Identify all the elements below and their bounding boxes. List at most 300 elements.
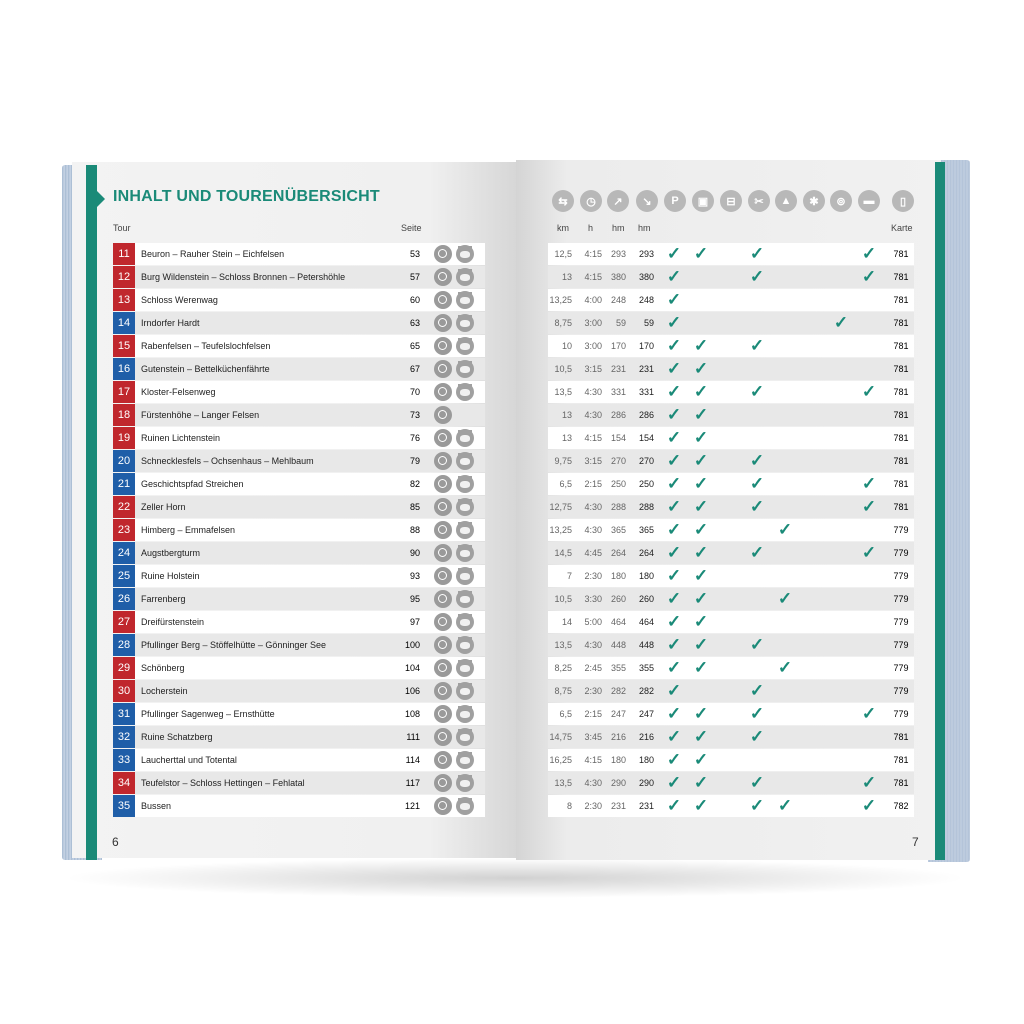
tour-km: 9,75 [554,456,572,466]
tour-map-number: 779 [893,594,909,604]
tour-descent: 154 [638,433,654,443]
checkmark-icon: ✓ [693,566,709,585]
checkmark-icon: ✓ [693,336,709,355]
tour-km: 14 [561,617,572,627]
tour-ascent: 331 [610,387,626,397]
tour-duration: 2:30 [584,686,602,696]
checkmark-icon: ✓ [666,428,682,447]
family-friendly-icon [456,728,474,746]
row-background-right [548,749,914,771]
tour-map-number: 781 [893,295,909,305]
family-friendly-icon [456,682,474,700]
family-friendly-icon [456,521,474,539]
tour-km: 14,5 [554,548,572,558]
tour-number-badge: 30 [113,680,135,702]
family-friendly-icon [456,751,474,769]
tour-km: 6,5 [559,709,572,719]
checkmark-icon: ✓ [666,589,682,608]
circuit-icon [434,452,452,470]
tour-number-badge: 34 [113,772,135,794]
col-header-karte: Karte [891,223,913,233]
row-background-left [135,657,485,679]
sleep-icon: ▬ [858,190,880,212]
tour-page: 67 [409,364,420,374]
checkmark-icon: ✓ [833,313,849,332]
row-background-left [135,795,485,817]
tour-km: 8,25 [554,663,572,673]
tour-number-badge: 20 [113,450,135,472]
tour-name: Dreifürstenstein [141,617,205,627]
tour-descent: 286 [638,410,654,420]
circuit-icon [434,314,452,332]
tour-ascent: 260 [610,594,626,604]
cable-car-icon: ⊟ [720,190,742,212]
checkmark-icon: ✓ [861,382,877,401]
family-friendly-icon [456,544,474,562]
checkmark-icon: ✓ [666,405,682,424]
checkmark-icon: ✓ [666,727,682,746]
tour-page: 97 [409,617,420,627]
tour-page: 88 [409,525,420,535]
checkmark-icon: ✓ [666,681,682,700]
circuit-icon [434,705,452,723]
tour-map-number: 779 [893,548,909,558]
checkmark-icon: ✓ [749,773,765,792]
col-header-hm-down: hm [638,223,651,233]
checkmark-icon: ✓ [861,244,877,263]
tour-duration: 4:45 [584,548,602,558]
checkmark-icon: ✓ [777,520,793,539]
tour-name: Bussen [141,801,172,811]
checkmark-icon: ✓ [749,451,765,470]
tour-duration: 4:15 [584,755,602,765]
tour-name: Schloss Werenwag [141,295,218,305]
tour-page: 100 [404,640,420,650]
tour-page: 65 [409,341,420,351]
tour-ascent: 290 [610,778,626,788]
tour-descent: 282 [638,686,654,696]
circuit-icon [434,659,452,677]
tour-duration: 4:15 [584,433,602,443]
tour-descent: 170 [638,341,654,351]
tour-descent: 231 [638,801,654,811]
checkmark-icon: ✓ [666,704,682,723]
tour-map-number: 781 [893,318,909,328]
summit-icon: ▲ [775,190,797,212]
tour-page: 111 [406,732,420,742]
circuit-icon [434,521,452,539]
tour-page: 70 [409,387,420,397]
checkmark-icon: ✓ [861,497,877,516]
checkmark-icon: ✓ [861,796,877,815]
tour-name: Pfullinger Berg – Stöffelhütte – Gönninger See [141,640,326,650]
tour-ascent: 231 [610,364,626,374]
row-background-right [548,427,914,449]
checkmark-icon: ✓ [861,267,877,286]
tour-km: 13 [561,410,572,420]
tour-number-badge: 21 [113,473,135,495]
tour-page: 95 [409,594,420,604]
tour-descent: 448 [638,640,654,650]
signpost-icon: ⇆ [552,190,574,212]
checkmark-icon: ✓ [693,359,709,378]
tour-map-number: 781 [893,364,909,374]
checkmark-icon: ✓ [666,359,682,378]
tour-ascent: 154 [610,433,626,443]
col-header-seite: Seite [401,223,422,233]
tour-km: 8,75 [554,686,572,696]
tour-name: Farrenberg [141,594,186,604]
tour-km: 13,5 [554,387,572,397]
descent-icon: ↘ [636,190,658,212]
tour-duration: 4:15 [584,272,602,282]
page-number-right: 7 [912,835,919,849]
tour-name: Gutenstein – Bettelküchenfährte [141,364,270,374]
tour-map-number: 782 [893,801,909,811]
circuit-icon [434,751,452,769]
checkmark-icon: ✓ [749,267,765,286]
checkmark-icon: ✓ [749,635,765,654]
tour-duration: 4:15 [584,249,602,259]
tour-duration: 3:45 [584,732,602,742]
tour-map-number: 779 [893,640,909,650]
tour-name: Irndorfer Hardt [141,318,200,328]
checkmark-icon: ✓ [749,543,765,562]
tour-duration: 2:45 [584,663,602,673]
tour-page: 57 [409,272,420,282]
tour-duration: 2:30 [584,801,602,811]
circuit-icon [434,797,452,815]
family-friendly-icon [456,452,474,470]
tour-map-number: 779 [893,686,909,696]
checkmark-icon: ✓ [693,382,709,401]
circuit-icon [434,682,452,700]
col-header-km: km [557,223,569,233]
tour-ascent: 180 [610,755,626,765]
tour-descent: 264 [638,548,654,558]
checkmark-icon: ✓ [693,474,709,493]
tour-descent: 290 [638,778,654,788]
checkmark-icon: ✓ [749,681,765,700]
tour-descent: 250 [638,479,654,489]
tour-number-badge: 33 [113,749,135,771]
parking-icon: P [664,190,686,212]
tour-number-badge: 12 [113,266,135,288]
tour-ascent: 293 [610,249,626,259]
tour-name: Pfullinger Sagenweg – Ernsthütte [141,709,275,719]
tour-page: 60 [409,295,420,305]
tour-map-number: 781 [893,479,909,489]
tour-name: Burg Wildenstein – Schloss Bronnen – Petershöhle [141,272,346,282]
tour-ascent: 286 [610,410,626,420]
tour-km: 13 [561,272,572,282]
checkmark-icon: ✓ [666,382,682,401]
tour-km: 6,5 [559,479,572,489]
tour-ascent: 248 [610,295,626,305]
family-friendly-icon [456,705,474,723]
col-header-hm-up: hm [612,223,625,233]
tour-number-badge: 13 [113,289,135,311]
checkmark-icon: ✓ [693,750,709,769]
tour-page: 73 [409,410,420,420]
circuit-icon [434,360,452,378]
tour-descent: 260 [638,594,654,604]
checkmark-icon: ✓ [666,773,682,792]
family-friendly-icon [456,360,474,378]
row-background-right [548,611,914,633]
tour-ascent: 59 [615,318,626,328]
circuit-icon [434,613,452,631]
tour-page: 93 [409,571,420,581]
circuit-icon [434,636,452,654]
tour-page: 106 [404,686,420,696]
tour-number-badge: 18 [113,404,135,426]
tour-name: Ruine Holstein [141,571,200,581]
row-background-right [548,565,914,587]
family-friendly-icon [456,774,474,792]
checkmark-icon: ✓ [693,612,709,631]
tour-ascent: 170 [610,341,626,351]
bus-icon: ▣ [692,190,714,212]
tour-number-badge: 27 [113,611,135,633]
tour-duration: 4:30 [584,525,602,535]
circuit-icon [434,406,452,424]
checkmark-icon: ✓ [777,658,793,677]
tour-map-number: 779 [893,571,909,581]
tour-km: 16,25 [549,755,572,765]
row-background-right [548,680,914,702]
tour-duration: 2:30 [584,571,602,581]
tour-km: 10,5 [554,364,572,374]
checkmark-icon: ✓ [666,451,682,470]
checkmark-icon: ✓ [666,336,682,355]
checkmark-icon: ✓ [693,727,709,746]
tour-name: Kloster-Felsenweg [141,387,216,397]
book-shadow [60,858,970,898]
checkmark-icon: ✓ [693,543,709,562]
family-friendly-icon [456,268,474,286]
family-friendly-icon [456,383,474,401]
tour-km: 7 [566,571,572,581]
circuit-icon [434,245,452,263]
checkmark-icon: ✓ [693,658,709,677]
tour-number-badge: 22 [113,496,135,518]
tour-duration: 4:30 [584,387,602,397]
tour-page: 79 [409,456,420,466]
tour-km: 13,25 [549,295,572,305]
right-accent-stripe [935,162,945,860]
family-friendly-icon [456,429,474,447]
checkmark-icon: ✓ [693,497,709,516]
tour-ascent: 380 [610,272,626,282]
tour-duration: 4:30 [584,778,602,788]
left-accent-stripe [86,165,97,860]
family-friendly-icon [456,590,474,608]
checkmark-icon: ✓ [666,244,682,263]
checkmark-icon: ✓ [749,244,765,263]
tour-number-badge: 31 [113,703,135,725]
tour-descent: 59 [643,318,654,328]
tour-duration: 4:00 [584,295,602,305]
tour-descent: 180 [638,755,654,765]
checkmark-icon: ✓ [861,474,877,493]
tour-map-number: 781 [893,272,909,282]
tour-km: 8 [566,801,572,811]
tour-map-number: 781 [893,341,909,351]
row-background-right [548,519,914,541]
circuit-icon [434,728,452,746]
tour-ascent: 250 [610,479,626,489]
tour-km: 13,5 [554,778,572,788]
circuit-icon [434,544,452,562]
tour-map-number: 781 [893,387,909,397]
tour-page: 76 [409,433,420,443]
tour-descent: 270 [638,456,654,466]
tour-name: Fürstenhöhe – Langer Felsen [141,410,260,420]
tour-page: 85 [409,502,420,512]
tour-km: 8,75 [554,318,572,328]
tour-number-badge: 32 [113,726,135,748]
tour-number-badge: 16 [113,358,135,380]
tour-map-number: 779 [893,709,909,719]
family-friendly-icon [456,291,474,309]
tour-page: 114 [405,755,420,765]
tour-ascent: 365 [610,525,626,535]
tour-number-badge: 24 [113,542,135,564]
tour-map-number: 779 [893,663,909,673]
family-friendly-icon [456,613,474,631]
checkmark-icon: ✓ [749,727,765,746]
checkmark-icon: ✓ [666,313,682,332]
checkmark-icon: ✓ [749,497,765,516]
tour-ascent: 282 [610,686,626,696]
tour-map-number: 779 [893,617,909,627]
tour-km: 14,75 [549,732,572,742]
tour-descent: 248 [638,295,654,305]
checkmark-icon: ✓ [666,566,682,585]
tour-number-badge: 23 [113,519,135,541]
tour-km: 10 [561,341,572,351]
tour-descent: 293 [638,249,654,259]
clock-icon: ◷ [580,190,602,212]
circuit-icon [434,291,452,309]
tour-duration: 2:15 [584,479,602,489]
map-icon: ▯ [892,190,914,212]
tour-name: Himberg – Emmafelsen [141,525,236,535]
tour-number-badge: 19 [113,427,135,449]
tour-page: 90 [409,548,420,558]
tour-km: 12,75 [549,502,572,512]
page-title: INHALT UND TOURENÜBERSICHT [113,188,380,205]
tour-duration: 4:30 [584,410,602,420]
tour-number-badge: 11 [113,243,135,265]
row-background-right [548,726,914,748]
tour-descent: 247 [638,709,654,719]
checkmark-icon: ✓ [777,796,793,815]
circuit-icon [434,337,452,355]
family-friendly-icon [456,314,474,332]
checkmark-icon: ✓ [693,796,709,815]
tour-page: 53 [409,249,420,259]
checkmark-icon: ✓ [749,796,765,815]
checkmark-icon: ✓ [693,520,709,539]
tour-name: Schönberg [141,663,185,673]
tour-map-number: 781 [893,732,909,742]
row-background-right [548,335,914,357]
checkmark-icon: ✓ [666,635,682,654]
tour-duration: 3:00 [584,318,602,328]
checkmark-icon: ✓ [666,290,682,309]
title-arrow-icon [97,191,105,207]
row-background-left [135,588,485,610]
checkmark-icon: ✓ [861,704,877,723]
checkmark-icon: ✓ [666,543,682,562]
tour-page: 82 [409,479,420,489]
checkmark-icon: ✓ [666,474,682,493]
checkmark-icon: ✓ [693,589,709,608]
tour-descent: 365 [638,525,654,535]
tour-name: Zeller Horn [141,502,186,512]
tour-name: Geschichtspfad Streichen [141,479,244,489]
checkmark-icon: ✓ [749,382,765,401]
checkmark-icon: ✓ [693,704,709,723]
checkmark-icon: ✓ [666,520,682,539]
tour-km: 13 [561,433,572,443]
tour-number-badge: 14 [113,312,135,334]
tour-ascent: 270 [610,456,626,466]
tour-number-badge: 29 [113,657,135,679]
tour-name: Ruinen Lichtenstein [141,433,221,443]
circuit-icon [434,383,452,401]
circuit-icon [434,774,452,792]
tour-map-number: 779 [893,525,909,535]
checkmark-icon: ✓ [666,750,682,769]
checkmark-icon: ✓ [666,796,682,815]
tour-duration: 3:15 [584,456,602,466]
circuit-icon [434,429,452,447]
circuit-icon [434,590,452,608]
tour-map-number: 781 [893,456,909,466]
restaurant-icon: ✂ [748,190,770,212]
row-background-right [548,404,914,426]
checkmark-icon: ✓ [749,336,765,355]
tour-descent: 231 [638,364,654,374]
tour-name: Teufelstor – Schloss Hettingen – Fehlatal [141,778,305,788]
tour-duration: 3:00 [584,341,602,351]
tour-descent: 288 [638,502,654,512]
row-background-right [548,312,914,334]
checkmark-icon: ✓ [749,704,765,723]
tour-name: Augstbergturm [141,548,201,558]
checkmark-icon: ✓ [861,773,877,792]
checkmark-icon: ✓ [666,612,682,631]
tour-km: 12,5 [554,249,572,259]
tour-km: 10,5 [554,594,572,604]
row-background-right [548,358,914,380]
tour-km: 13,25 [549,525,572,535]
tour-ascent: 180 [610,571,626,581]
tour-map-number: 781 [893,249,909,259]
circuit-icon [434,567,452,585]
row-background-right [548,634,914,656]
tour-ascent: 448 [610,640,626,650]
tour-name: Laucherttal und Totental [141,755,237,765]
tour-descent: 331 [638,387,654,397]
tour-descent: 216 [638,732,654,742]
family-friendly-icon [456,337,474,355]
tour-page: 121 [404,801,420,811]
tour-descent: 355 [638,663,654,673]
